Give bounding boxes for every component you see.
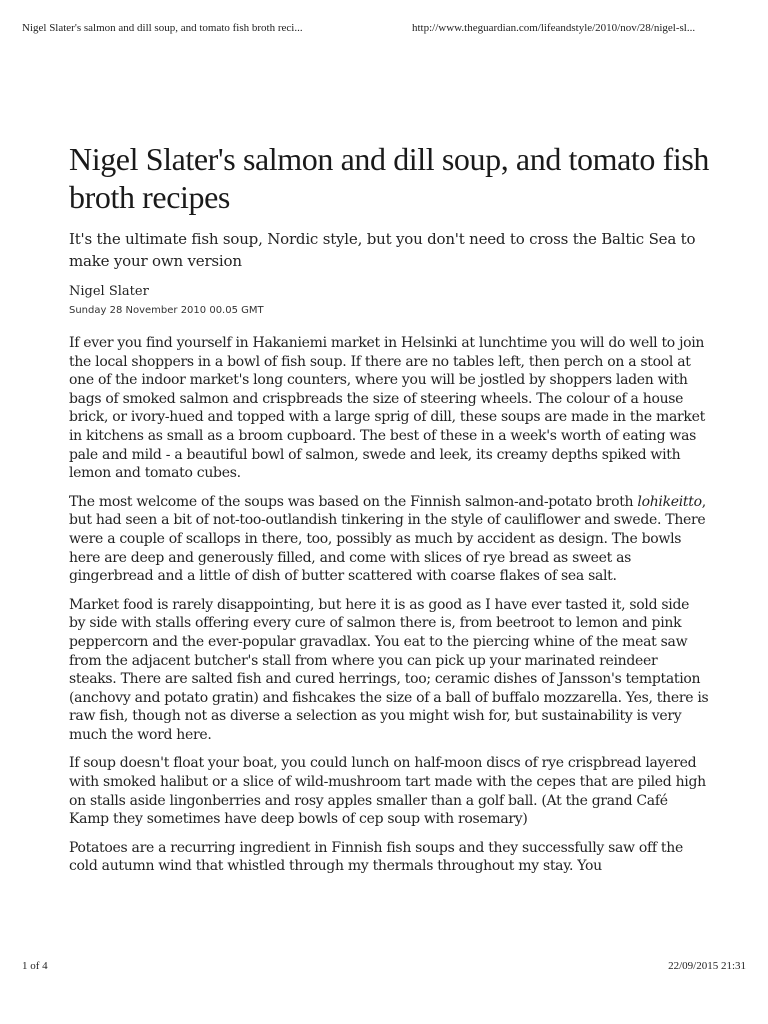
article-body: [69, 334, 709, 876]
article: [69, 140, 709, 886]
paragraph-text: The most welcome of the soups was based on the Finnish salmon-and-potato broth: [69, 493, 638, 510]
paragraph-emphasis: lohikeitto: [637, 493, 702, 510]
body-paragraph: If ever you find yourself in Hakaniemi market in Helsinki at lunchtime you will do well to join the local shoppers in a bowl of fish soup. If there are no tables left, then perch on a stool at one of the indoor market's long counters, where you will be jostled by shoppers laden with bags of smoked salmon and crispbreads the size of steering wheels. The colour of a house brick, or ivory-hued and topped with a large sprig of dill, these soups are made in the market in kitchens as small as a broom cupboard. The best of these in a week's worth of eating was pale and mild - a beautiful bowl of salmon, swede and leek, its creamy depths spiked with lemon and tomato cubes.: [69, 335, 705, 482]
print-footer: [22, 960, 746, 976]
article-dateline: Sunday 28 November 2010 00.05 GMT: [69, 305, 264, 316]
article-standfirst: It's the ultimate fish soup, Nordic style, but you don't need to cross the Baltic Sea to make your own version: [69, 230, 696, 270]
body-paragraph: Potatoes are a recurring ingredient in Finnish fish soups and they successfully saw off the cold autumn wind that whistled through my thermals throughout my stay. You: [69, 839, 683, 875]
print-header-url: http://www.theguardian.com/lifeandstyle/2010/nov/28/nigel-sl...: [412, 22, 696, 34]
page-number: 1 of 4: [22, 960, 48, 972]
print-header: [22, 22, 746, 38]
body-paragraph: [69, 493, 709, 586]
article-headline: Nigel Slater's salmon and dill soup, and tomato fish broth recipes: [69, 141, 709, 215]
article-byline[interactable]: Nigel Slater: [69, 284, 149, 299]
body-paragraph: Market food is rarely disappointing, but here it is as good as I have ever tasted it, sold side by side with stalls offering every cure of salmon there is, from beetroot to lemon and pink peppercorn and the ever-popular gravadlax. You eat to the piercing whine of the meat saw from the adjacent butcher's stall from where you can pick up your marinated reindeer steaks. There are salted fish and cured herrings, too; ceramic dishes of Jansson's temptation (anchovy and potato gratin) and fishcakes the size of a ball of buffalo mozzarella. Yes, there is raw fish, though not as diverse a selection as you might wish for, but sustainability is very much the word here.: [69, 596, 709, 743]
print-header-title: Nigel Slater's salmon and dill soup, and tomato fish broth reci...: [22, 22, 303, 34]
body-paragraph: If soup doesn't float your boat, you could lunch on half-moon discs of rye crispbread layered with smoked halibut or a slice of wild-mushroom tart made with the cepes that are piled high on stalls aside lingonberries and rosy apples smaller than a golf ball. (At the grand Café Kamp they sometimes have deep bowls of cep soup with rosemary): [69, 755, 706, 828]
print-timestamp: 22/09/2015 21:31: [668, 960, 746, 972]
paragraph-text: , but had seen a bit of not-too-outlandish tinkering in the style of cauliflower and swede. There were a couple of scallops in there, too, possibly as much by accident as design. The bowls here are deep and generously filled, and come with slices of rye bread as sweet as gingerbread and a little of dish of butter scattered with coarse flakes of sea salt.: [69, 493, 706, 585]
